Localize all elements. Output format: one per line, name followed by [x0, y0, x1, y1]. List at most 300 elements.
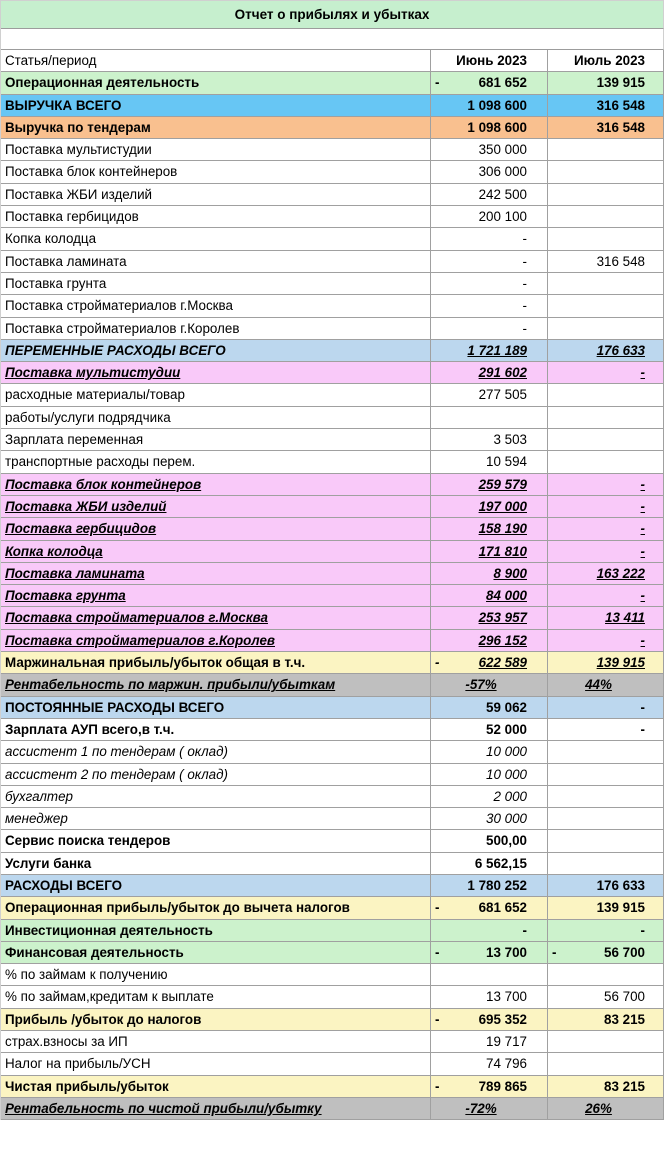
table-row: [1, 95, 664, 117]
row-label: Чистая прибыль/убыток: [5, 1078, 169, 1094]
value-july: -: [640, 543, 645, 559]
value-july: 139 915: [596, 900, 645, 916]
value-june: 1 780 252: [467, 877, 527, 893]
value-june: 59 062: [486, 699, 527, 715]
row-label-cell[interactable]: [1, 697, 431, 718]
value-cell-july[interactable]: [548, 563, 664, 584]
value-july: 83 215: [604, 1011, 645, 1027]
row-label: Зарплата переменная: [5, 432, 144, 448]
sign-prefix: -: [435, 900, 440, 916]
row-label: ВЫРУЧКА ВСЕГО: [5, 97, 122, 113]
row-label-cell[interactable]: [1, 875, 431, 896]
value-june: 500,00: [486, 833, 527, 849]
row-label: Поставка гербицидов: [5, 209, 139, 225]
table-row: [1, 920, 664, 942]
value-cell-june[interactable]: [431, 697, 548, 718]
value-cell-july[interactable]: [548, 942, 664, 963]
value-cell-june[interactable]: [431, 362, 548, 383]
row-label-cell[interactable]: [1, 1031, 431, 1052]
row-label: работы/услуги подрядчика: [5, 409, 171, 425]
table-row: [1, 496, 664, 518]
row-label: Копка колодца: [5, 543, 103, 559]
value-cell-july[interactable]: [548, 451, 664, 472]
row-label-cell[interactable]: [1, 942, 431, 963]
value-cell-june[interactable]: [431, 139, 548, 160]
table-row: [1, 451, 664, 473]
value-cell-june[interactable]: [431, 184, 548, 205]
row-label-cell[interactable]: [1, 1053, 431, 1074]
table-row: [1, 1076, 664, 1098]
table-row: [1, 986, 664, 1008]
row-label: Поставка гербицидов: [5, 521, 157, 537]
table-row: [1, 630, 664, 652]
value-july: 83 215: [604, 1078, 645, 1094]
value-july: 163 222: [596, 565, 645, 581]
row-label: Инвестиционная деятельность: [5, 922, 213, 938]
value-june: 1 098 600: [467, 119, 527, 135]
row-label: Поставка стройматериалов г.Королев: [5, 632, 275, 648]
value-cell-june[interactable]: [431, 786, 548, 807]
row-label: Прибыль /убыток до налогов: [5, 1011, 202, 1027]
value-cell-july[interactable]: [548, 1031, 664, 1052]
row-label-cell[interactable]: [1, 652, 431, 673]
value-cell-july[interactable]: [548, 808, 664, 829]
value-cell-july[interactable]: [548, 407, 664, 428]
value-cell-june[interactable]: [431, 853, 548, 874]
table-row: [1, 853, 664, 875]
value-july: 316 548: [596, 119, 645, 135]
value-cell-july[interactable]: [548, 206, 664, 227]
value-cell-june[interactable]: [431, 273, 548, 294]
sign-prefix: -: [435, 75, 440, 91]
row-label: Копка колодца: [5, 231, 97, 247]
value-cell-june[interactable]: [431, 161, 548, 182]
row-label: расходные материалы/товар: [5, 387, 185, 403]
row-label: Поставка стройматериалов г.Москва: [5, 610, 268, 626]
row-label: Рентабельность по маржин. прибыли/убыткам: [5, 677, 336, 693]
value-cell-july[interactable]: [548, 161, 664, 182]
value-cell-june[interactable]: [431, 964, 548, 985]
value-cell-july[interactable]: [548, 95, 664, 116]
value-july: -: [640, 721, 645, 737]
row-label-cell[interactable]: [1, 95, 431, 116]
value-july: -: [640, 521, 645, 537]
value-cell-july[interactable]: [548, 585, 664, 606]
value-july: 26%: [585, 1100, 612, 1116]
sign-prefix: -: [435, 655, 440, 671]
value-june: -: [522, 922, 527, 938]
value-june: 681 652: [478, 900, 527, 916]
value-july: 139 915: [596, 75, 645, 91]
sign-prefix: -: [435, 1078, 440, 1094]
value-june: 52 000: [486, 721, 527, 737]
table-row: [1, 652, 664, 674]
table-row: [1, 830, 664, 852]
row-label: % по займам к получению: [5, 967, 168, 983]
value-cell-june[interactable]: [431, 1009, 548, 1030]
row-label-cell[interactable]: [1, 741, 431, 762]
value-cell-june[interactable]: [431, 72, 548, 93]
value-cell-july[interactable]: [548, 117, 664, 138]
value-july: -: [640, 476, 645, 492]
value-cell-july[interactable]: [548, 986, 664, 1007]
value-cell-june[interactable]: [431, 228, 548, 249]
value-june: 306 000: [478, 164, 527, 180]
row-label-cell[interactable]: [1, 318, 431, 339]
value-cell-june[interactable]: [431, 518, 548, 539]
value-june: 291 602: [478, 365, 527, 381]
value-cell-june[interactable]: [431, 1053, 548, 1074]
value-july: -: [640, 365, 645, 381]
table-row: [1, 518, 664, 540]
row-label: Рентабельность по чистой прибыли/убытку: [5, 1100, 322, 1116]
row-label: ассистент 1 по тендерам ( оклад): [5, 744, 228, 760]
header-july[interactable]: Июль 2023: [548, 50, 664, 71]
value-june: 197 000: [478, 498, 527, 514]
value-july: -: [640, 699, 645, 715]
value-cell-july[interactable]: [548, 295, 664, 316]
value-july: 176 633: [596, 877, 645, 893]
value-june: 1 721 189: [467, 342, 527, 358]
value-cell-june[interactable]: [431, 652, 548, 673]
row-label-cell[interactable]: [1, 206, 431, 227]
row-label-cell[interactable]: [1, 117, 431, 138]
row-label-cell[interactable]: [1, 228, 431, 249]
value-cell-july[interactable]: [548, 1053, 664, 1074]
row-label-cell[interactable]: [1, 764, 431, 785]
value-cell-july[interactable]: [548, 741, 664, 762]
table-row: [1, 764, 664, 786]
value-cell-june[interactable]: [431, 429, 548, 450]
value-july: 316 548: [596, 253, 645, 269]
row-label: Поставка ламината: [5, 253, 127, 269]
table-row: [1, 474, 664, 496]
row-label: Поставка грунта: [5, 275, 107, 291]
row-label-cell[interactable]: [1, 1098, 431, 1119]
row-label-cell[interactable]: [1, 384, 431, 405]
row-label-cell[interactable]: [1, 786, 431, 807]
row-label: Поставка ЖБИ изделий: [5, 186, 153, 202]
table-row: [1, 563, 664, 585]
table-row: [1, 429, 664, 451]
value-cell-july[interactable]: [548, 318, 664, 339]
value-july: 56 700: [604, 989, 645, 1005]
row-label-cell[interactable]: [1, 451, 431, 472]
value-cell-june[interactable]: [431, 474, 548, 495]
value-cell-june[interactable]: [431, 318, 548, 339]
table-row: [1, 139, 664, 161]
value-cell-june[interactable]: [431, 741, 548, 762]
row-label-cell[interactable]: [1, 184, 431, 205]
table-row: [1, 808, 664, 830]
value-cell-july[interactable]: [548, 273, 664, 294]
table-body: [1, 72, 664, 1120]
row-label: Операционная деятельность: [5, 75, 200, 91]
value-cell-june[interactable]: [431, 986, 548, 1007]
value-cell-june[interactable]: [431, 496, 548, 517]
table-row: [1, 741, 664, 763]
row-label: Маржинальная прибыль/убыток общая в т.ч.: [5, 655, 306, 671]
value-june: 6 562,15: [474, 855, 527, 871]
row-label-cell[interactable]: [1, 251, 431, 272]
value-cell-june[interactable]: [431, 764, 548, 785]
value-cell-july[interactable]: [548, 652, 664, 673]
row-label-cell[interactable]: [1, 853, 431, 874]
row-label-cell[interactable]: [1, 897, 431, 918]
value-cell-june[interactable]: [431, 95, 548, 116]
row-label: менеджер: [5, 811, 68, 827]
value-june: 158 190: [478, 521, 527, 537]
value-cell-july[interactable]: [548, 496, 664, 517]
value-cell-july[interactable]: [548, 764, 664, 785]
row-label: РАСХОДЫ ВСЕГО: [5, 877, 123, 893]
value-june: 171 810: [478, 543, 527, 559]
value-cell-june[interactable]: [431, 830, 548, 851]
value-july: 316 548: [596, 97, 645, 113]
value-cell-july[interactable]: [548, 541, 664, 562]
table-row: [1, 541, 664, 563]
value-cell-july[interactable]: [548, 853, 664, 874]
row-label-cell[interactable]: [1, 920, 431, 941]
value-june: 695 352: [478, 1011, 527, 1027]
value-cell-june[interactable]: [431, 1031, 548, 1052]
table-row: [1, 72, 664, 94]
value-cell-july[interactable]: [548, 1098, 664, 1119]
row-label-cell[interactable]: [1, 362, 431, 383]
table-row: [1, 206, 664, 228]
table-row: [1, 1009, 664, 1031]
value-cell-june[interactable]: [431, 897, 548, 918]
row-label-cell[interactable]: [1, 719, 431, 740]
value-july: 56 700: [604, 944, 645, 960]
value-july: 176 633: [596, 342, 645, 358]
value-cell-july[interactable]: [548, 72, 664, 93]
value-cell-july[interactable]: [548, 875, 664, 896]
table-row: [1, 273, 664, 295]
value-cell-june[interactable]: [431, 340, 548, 361]
table-row: [1, 184, 664, 206]
value-cell-june[interactable]: [431, 541, 548, 562]
table-row: [1, 161, 664, 183]
header-row: [1, 50, 664, 72]
table-row: [1, 964, 664, 986]
table-row: [1, 674, 664, 696]
row-label: Поставка мультистудии: [5, 142, 152, 158]
value-cell-june[interactable]: [431, 117, 548, 138]
row-label: ассистент 2 по тендерам ( оклад): [5, 766, 228, 782]
value-cell-july[interactable]: [548, 630, 664, 651]
row-label-cell[interactable]: [1, 72, 431, 93]
row-label: Поставка блок контейнеров: [5, 164, 178, 180]
value-june: 3 503: [493, 432, 527, 448]
row-label-cell[interactable]: [1, 496, 431, 517]
table-row: [1, 251, 664, 273]
row-label: Поставка стройматериалов г.Королев: [5, 320, 240, 336]
value-cell-june[interactable]: [431, 585, 548, 606]
row-label: Финансовая деятельность: [5, 944, 184, 960]
value-cell-july[interactable]: [548, 697, 664, 718]
value-cell-june[interactable]: [431, 206, 548, 227]
value-june: 2 000: [493, 788, 527, 804]
row-label-cell[interactable]: [1, 541, 431, 562]
row-label-cell[interactable]: [1, 161, 431, 182]
sign-prefix: -: [435, 944, 440, 960]
header-june[interactable]: Июнь 2023: [431, 50, 548, 71]
value-cell-july[interactable]: [548, 362, 664, 383]
value-cell-july[interactable]: [548, 474, 664, 495]
row-label-cell[interactable]: [1, 563, 431, 584]
row-label-cell[interactable]: [1, 808, 431, 829]
value-cell-june[interactable]: [431, 1098, 548, 1119]
value-cell-june[interactable]: [431, 295, 548, 316]
row-label-cell[interactable]: [1, 830, 431, 851]
value-june: 10 000: [486, 766, 527, 782]
value-june: 253 957: [478, 610, 527, 626]
value-cell-july[interactable]: [548, 830, 664, 851]
row-label: транспортные расходы перем.: [5, 454, 196, 470]
value-cell-july[interactable]: [548, 340, 664, 361]
row-label: Поставка ЖБИ изделий: [5, 498, 167, 514]
value-june: 296 152: [478, 632, 527, 648]
row-label: Налог на прибыль/УСН: [5, 1056, 151, 1072]
value-cell-july[interactable]: [548, 518, 664, 539]
row-label: Поставка стройматериалов г.Москва: [5, 298, 233, 314]
table-row: [1, 719, 664, 741]
row-label-cell[interactable]: [1, 630, 431, 651]
value-june: 10 000: [486, 744, 527, 760]
value-cell-june[interactable]: [431, 875, 548, 896]
value-cell-july[interactable]: [548, 964, 664, 985]
value-cell-june[interactable]: [431, 808, 548, 829]
value-july: -: [640, 632, 645, 648]
row-label-cell[interactable]: [1, 1009, 431, 1030]
value-cell-july[interactable]: [548, 429, 664, 450]
sign-prefix: -: [552, 944, 557, 960]
value-june: -57%: [465, 677, 497, 693]
table-row: [1, 897, 664, 919]
table-row: [1, 117, 664, 139]
row-label: Операционная прибыль/убыток до вычета налогов: [5, 900, 350, 916]
table-row: [1, 1031, 664, 1053]
value-june: -72%: [465, 1100, 497, 1116]
value-cell-july[interactable]: [548, 1076, 664, 1097]
table-row: [1, 295, 664, 317]
value-june: 74 796: [486, 1056, 527, 1072]
value-june: -: [522, 231, 527, 247]
value-june: 259 579: [478, 476, 527, 492]
table-row: [1, 875, 664, 897]
value-june: -: [522, 298, 527, 314]
report-title: Отчет о прибылях и убытках: [1, 1, 664, 29]
row-label-cell[interactable]: [1, 964, 431, 985]
value-cell-june[interactable]: [431, 630, 548, 651]
value-july: 44%: [585, 677, 612, 693]
table-row: [1, 585, 664, 607]
value-cell-july[interactable]: [548, 251, 664, 272]
value-cell-june[interactable]: [431, 251, 548, 272]
row-label-cell[interactable]: [1, 674, 431, 695]
value-cell-june[interactable]: [431, 407, 548, 428]
value-cell-june[interactable]: [431, 607, 548, 628]
table-row: [1, 607, 664, 629]
value-cell-june[interactable]: [431, 719, 548, 740]
value-june: 1 098 600: [467, 97, 527, 113]
row-label-cell[interactable]: [1, 407, 431, 428]
row-label: страх.взносы за ИП: [5, 1034, 128, 1050]
header-label[interactable]: Статья/период: [1, 50, 431, 71]
value-june: 84 000: [486, 588, 527, 604]
row-label-cell[interactable]: [1, 474, 431, 495]
value-cell-july[interactable]: [548, 719, 664, 740]
value-june: 8 900: [493, 565, 527, 581]
row-label-cell[interactable]: [1, 585, 431, 606]
table-row: [1, 786, 664, 808]
value-july: -: [640, 498, 645, 514]
value-june: 30 000: [486, 811, 527, 827]
value-cell-july[interactable]: [548, 897, 664, 918]
value-cell-june[interactable]: [431, 674, 548, 695]
value-june: -: [522, 275, 527, 291]
value-cell-july[interactable]: [548, 786, 664, 807]
table-row: [1, 318, 664, 340]
row-label: Услуги банка: [5, 855, 92, 871]
table-row: [1, 362, 664, 384]
value-cell-june[interactable]: [431, 920, 548, 941]
value-june: 622 589: [478, 655, 527, 671]
value-june: 13 700: [486, 989, 527, 1005]
row-label-cell[interactable]: [1, 518, 431, 539]
value-cell-july[interactable]: [548, 607, 664, 628]
table-row: [1, 697, 664, 719]
value-june: 13 700: [486, 944, 527, 960]
row-label: % по займам,кредитам к выплате: [5, 989, 214, 1005]
row-label-cell[interactable]: [1, 273, 431, 294]
value-cell-july[interactable]: [548, 384, 664, 405]
value-cell-july[interactable]: [548, 1009, 664, 1030]
value-cell-june[interactable]: [431, 942, 548, 963]
value-june: 19 717: [486, 1034, 527, 1050]
table-row: [1, 340, 664, 362]
table-row: [1, 228, 664, 250]
value-cell-june[interactable]: [431, 451, 548, 472]
value-cell-july[interactable]: [548, 228, 664, 249]
row-label-cell[interactable]: [1, 139, 431, 160]
value-june: 200 100: [478, 209, 527, 225]
value-cell-june[interactable]: [431, 1076, 548, 1097]
row-label-cell[interactable]: [1, 340, 431, 361]
row-label: Поставка мультистудии: [5, 365, 181, 381]
value-cell-july[interactable]: [548, 184, 664, 205]
sign-prefix: -: [435, 1011, 440, 1027]
value-cell-june[interactable]: [431, 384, 548, 405]
row-label-cell[interactable]: [1, 429, 431, 450]
row-label: Поставка блок контейнеров: [5, 476, 202, 492]
value-cell-july[interactable]: [548, 920, 664, 941]
row-label-cell[interactable]: [1, 295, 431, 316]
value-cell-july[interactable]: [548, 139, 664, 160]
value-cell-june[interactable]: [431, 563, 548, 584]
value-july: 139 915: [596, 655, 645, 671]
table-row: [1, 384, 664, 406]
value-cell-july[interactable]: [548, 674, 664, 695]
row-label: Выручка по тендерам: [5, 119, 151, 135]
row-label-cell[interactable]: [1, 607, 431, 628]
row-label: ПОСТОЯННЫЕ РАСХОДЫ ВСЕГО: [5, 699, 225, 715]
row-label-cell[interactable]: [1, 986, 431, 1007]
row-label-cell[interactable]: [1, 1076, 431, 1097]
empty-row: [1, 29, 664, 50]
value-june: 10 594: [486, 454, 527, 470]
